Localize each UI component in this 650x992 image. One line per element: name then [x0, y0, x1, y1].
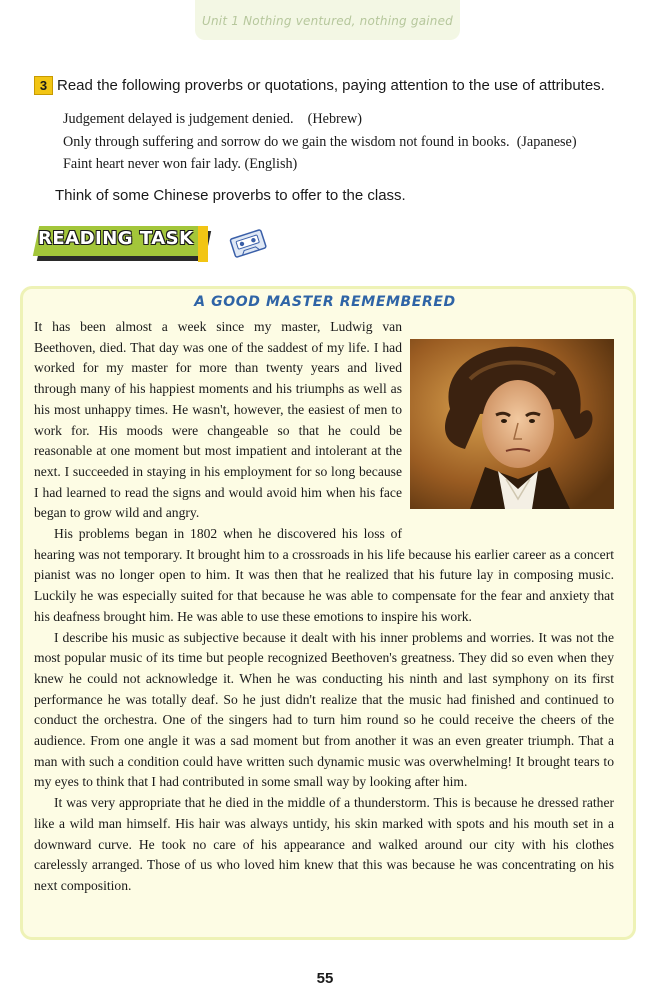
proverb-item: Only through suffering and sorrow do we gain the wisdom not found in books. (Japanese) — [63, 133, 577, 150]
unit-title: Unit 1 Nothing ventured, nothing gained — [202, 14, 453, 28]
proverb-item: Faint heart never won fair lady. (English) — [63, 156, 298, 172]
story-paragraph: His problems began in 1802 when he discovered his loss of hearing was not temporary. It brought him to a crossroads in his life because his earlier career as a concert pianist was no longer open to him. It was then that he realized that his future lay in composing music. Luckily he was especially suited for that because he was able to compensate for the fear and anxiety that his deafness brought him. He was able to use these emotions to inspire his work. — [34, 526, 614, 624]
story-paragraph: I describe his music as subjective because it dealt with his inner problems and worries. It was not the most popular music of its time but people recognized Beethoven's greatness. They did so even when they knew he could not acknowledge it. When he was conducting his ninth and last symphony on its first performance he was totally deaf. So he just didn't realize that the music had finished and continued to conduct the orchestra. One of the singers had to turn him round so he could receive the cheers of the audience. From one angle it was a sad moment but from another it was an even greater triumph. That a man with such a condition could have written such dynamic music was overwhelming! It brought tears to my eyes to think that I had contributed in some small way by looking after him. — [34, 629, 614, 790]
story-paragraph: It has been almost a week since my master, Ludwig van Beethoven, died. That day was one of the saddest of my life. I had worked for my master for more than twenty years and lived through many of his happiest moments and his triumphs as well as his most unhappy times. He wasn't, however, the easiest of men to work for. His moods were changeable so that he could be reasonable at one moment but most impatient and intolerant at the next. I succeeded in staying in his employment for so long because I had learned to read the signs and would avoid him when his face began to grow wild and angry. — [34, 319, 402, 521]
page-number: 55 — [316, 970, 334, 987]
exercise-instruction: Read the following proverbs or quotations, paying attention to the use of attributes. — [57, 77, 605, 94]
proverb-item: Judgement delayed is judgement denied. (Hebrew) — [63, 111, 363, 127]
story-paragraph: It was very appropriate that he died in the middle of a thunderstorm. This is because he dressed rather like a wild man himself. His hair was always untidy, his skin marked with spots and his mouth set in a downward curve. He took no care of his appearance and walked around our city with his clothes carelessly arranged. Those of us who loved him knew that this was because he was concentrating on his next composition. — [34, 795, 614, 893]
followup-instruction: Think of some Chinese proverbs to offer to the class. — [55, 187, 406, 204]
cassette-tape-icon — [229, 228, 267, 258]
exercise-number: 3 — [34, 76, 53, 95]
proverb-list — [63, 108, 623, 176]
unit-header — [195, 0, 460, 40]
reading-task-label: READING TASK — [38, 228, 194, 249]
story-title: A GOOD MASTER REMEMBERED — [194, 294, 456, 310]
story-text — [34, 317, 614, 897]
exercise-instruction-row — [34, 76, 624, 95]
